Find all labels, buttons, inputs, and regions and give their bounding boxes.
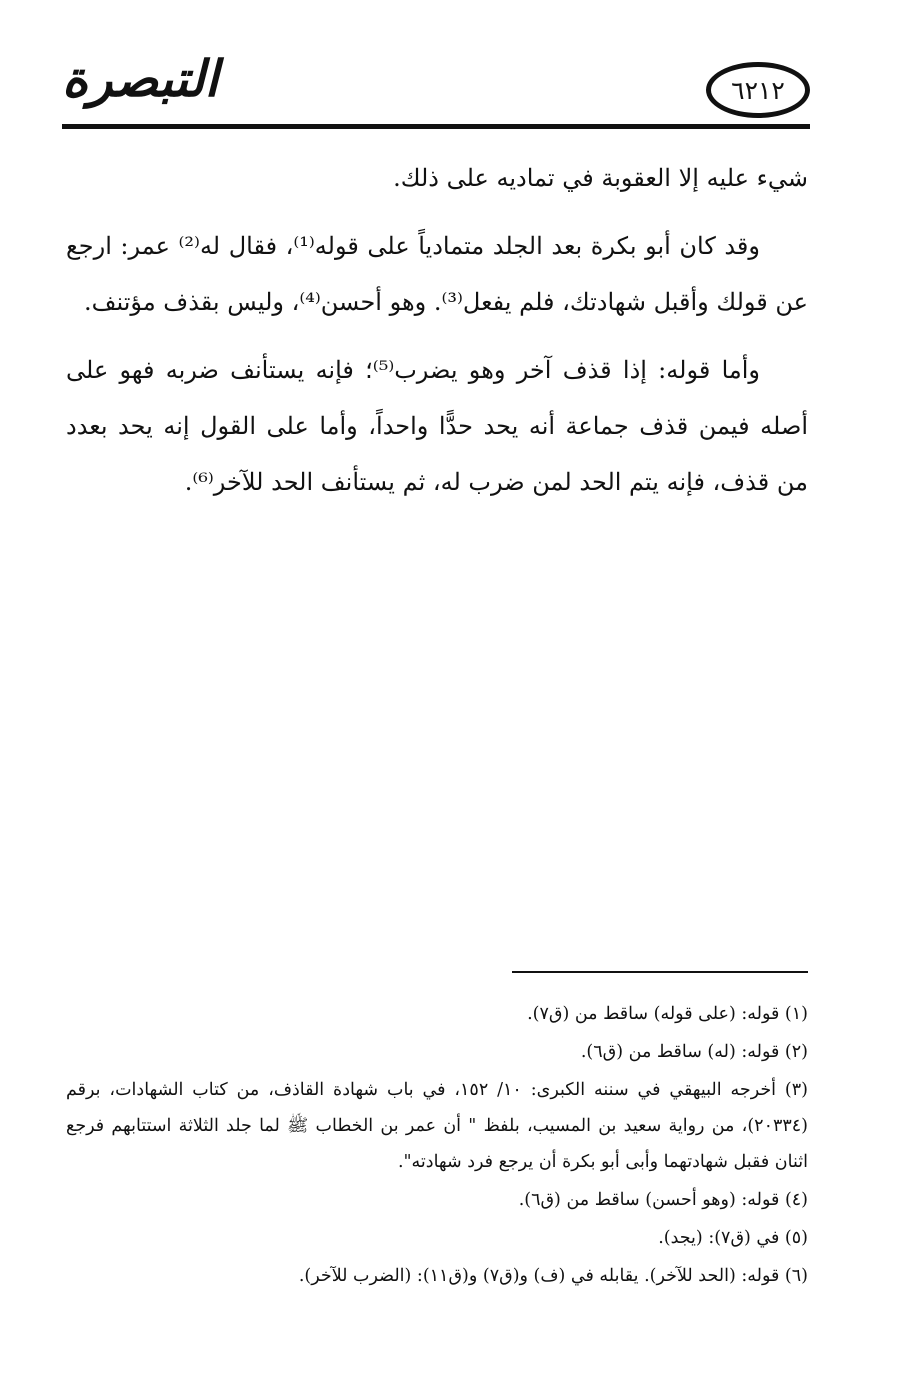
- main-text: [66, 150, 808, 522]
- page-header: [62, 49, 810, 134]
- body-paragraph: وأما قوله: إذا قذف آخر وهو يضرب⁽⁵⁾؛ فإنه يستأنف ضربه فهو على أصله فيمن قذف جماعة أنه يحد حدًّا واحداً، وأما على القول إنه يحد بعدد من قذف، فإنه يتم الحد لمن ضرب له، ثم يستأنف الحد للآخر⁽⁶⁾.: [66, 356, 808, 496]
- footnote: (٤) قوله: (وهو أحسن) ساقط من (ق٦).: [518, 1190, 808, 1210]
- footnote-separator: [512, 971, 808, 973]
- header-rule: [62, 124, 810, 129]
- footnote: (١) قوله: (على قوله) ساقط من (ق٧).: [527, 1004, 808, 1024]
- footnote: (٥) في (ق٧): (يجد).: [658, 1228, 808, 1248]
- page-number: ٦٢١٢: [731, 75, 785, 105]
- footnote: (٦) قوله: (الحد للآخر). يقابله في (ف) و(ق٧) و(ق١١): (الضرب للآخر).: [298, 1266, 808, 1286]
- page-number-badge: [706, 62, 810, 118]
- book-title: التبصرة: [62, 49, 219, 108]
- footnotes: [66, 996, 808, 1296]
- body-paragraph: شيء عليه إلا العقوبة في تماديه على ذلك.: [393, 164, 808, 192]
- body-paragraph: وقد كان أبو بكرة بعد الجلد متمادياً على قوله⁽¹⁾، فقال له⁽²⁾ عمر: ارجع عن قولك وأقبل شهادتك، فلم يفعل⁽³⁾. وهو أحسن⁽⁴⁾، وليس بقذف مؤتنف.: [66, 232, 808, 316]
- footnote: (٣) أخرجه البيهقي في سننه الكبرى: ١٠/ ١٥٢، في باب شهادة القاذف، من كتاب الشهادات، برقم (٢٠٣٣٤)، من رواية سعيد بن المسيب، بلفظ " أن عمر بن الخطاب ﷺ لما جلد الثلاثة استتابهم فرجع اثنان فقبل شهادتهما وأبى أبو بكرة أن يرجع فرد شهادته".: [66, 1080, 808, 1172]
- footnote: (٢) قوله: (له) ساقط من (ق٦).: [580, 1042, 808, 1062]
